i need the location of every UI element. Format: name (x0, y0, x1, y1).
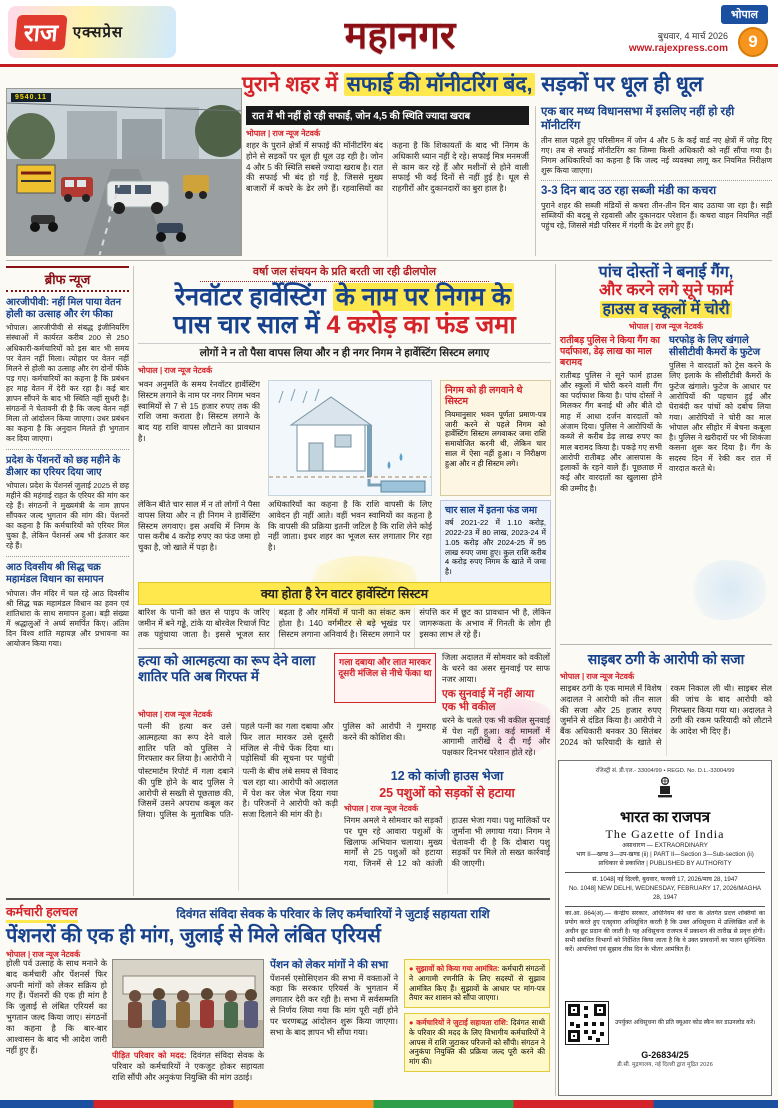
lead-byline: भोपाल | राज न्यूज नेटवर्क (246, 129, 321, 138)
pension-byline: भोपाल | राज न्यूज नेटवर्क (6, 950, 81, 959)
main-story (138, 264, 551, 580)
explainer-box (138, 582, 551, 644)
main-story-col2: लेकिन बीते चार साल में न तो लोगों ने पैसा वापस लिया और न ही निगम ने हार्वेस्टिंग सिस्टम लगवाए। इस अवधि में निगम के पास करीब 4 करोड़ रुपए का फंड जमा हो चुका है, जो खाते में पड़ा है। (138, 500, 260, 553)
qr-graphic (566, 1002, 608, 1044)
murder-story-subbox: गला दबाया और लात मारकर दूसरी मंजिल से नीचे फेंका था (334, 653, 436, 703)
divider (535, 106, 536, 256)
lead-story-main (246, 106, 529, 256)
employee-band-title: दिवंगत संविदा सेवक के परिवार के लिए कर्मचारियों ने जुटाई सहायता राशि (176, 907, 490, 921)
main-headline-l2b: 4 करोड़ का फंड जमा (326, 310, 516, 339)
murder-body1: पत्नी की हत्या कर उसे आत्महत्या का रूप देने वाले शातिर पति को पुलिस ने गिरफ्तार कर लिया है। आरोपी ने पहले पत्नी का गला दबाया और फिर लात मारकर उसे दूसरी मंजिल से नीचे फेंक दिया था। पड़ोसियों की सूचना पर पहुंची पुलिस को आरोपी ने गुमराह करने की कोशिश की। (138, 722, 436, 764)
rainwater-harvesting-illustration (268, 380, 432, 496)
gang-substory1-body: रातीबड़ पुलिस ने सूने फार्म हाउस और स्कूलों में चोरी करने वाली गैंग का पर्दाफाश किया है। पांच दोस्तों ने मिलकर गैंग बनाई थी और बीते दो माह में आधा दर्जन वारदातों को अंजाम दिया। पुलिस ने आरोपियों के कब्जे से करीब डेढ़ लाख रुपए का माल बरामद किया है। पकड़े गए सभी आरोपी रातीबड़ और आसपास के इलाकों के रहने वाले हैं। पूछताछ में कई और वारदातों का खुलासा होने की उम्मीद है। (560, 370, 662, 493)
brief-item-body: भोपाल। जैन मंदिर में चल रहे आठ दिवसीय श्री सिद्ध चक्र महामंडल विधान का हवन एवं शांतिधारा के साथ समापन हुआ। बड़ी संख्या में श्रद्धालुओं ने अर्घ्य समर्पित किए। अंतिम दिन विश्व शांति महायज्ञ और प्रभावना का आयोजन किया गया। (6, 588, 129, 648)
murder-story-headline: हत्या को आत्महत्या का रूप देने वाला शातिर पति अब गिरफ्त में (138, 653, 316, 684)
pension-substory (270, 959, 398, 1097)
divider (541, 180, 772, 181)
brief-item-title: प्रदेश के पेंशनरों को छह महीने के डीआर का एरियर दिया जाए (6, 454, 121, 478)
pension-substory-title: पेंशन को लेकर मांगों ने की सभा (270, 959, 389, 971)
cattle-headline-line2: 25 पशुओं को सड़कों से हटाया (379, 786, 515, 800)
emblem-graphic (655, 776, 675, 800)
website-text: www.rajexpress.com (628, 43, 728, 55)
box1-title: निगम को ही लगवाने थे सिस्टम (445, 385, 523, 408)
section-rule (138, 648, 551, 649)
divider (6, 449, 129, 450)
street-photo-graphic (7, 89, 242, 256)
main-headline-line1 (138, 284, 551, 312)
box2-body: वर्ष 2021-22 में 1.10 करोड़, 2022-23 में 80 लाख, 2023-24 में 1.05 करोड़ और 2024-25 में 95 लाख रुपए जमा हुए। कुल राशि करीब 4 करोड़ रुपए निगम के खाते में जमा है। (445, 518, 546, 577)
lead-headline (242, 70, 772, 102)
hearing-lead: जिला अदालत में सोमवार को वकीलों के धरने का असर सुनवाई पर साफ नजर आया। (442, 653, 550, 684)
page-title: महानगर (344, 15, 456, 57)
meeting-photo (112, 959, 264, 1048)
gazette-registration-line: रजिस्ट्री सं. डी.एल.- 33004/99 • REGD. No. D.L.-33004/99 (595, 768, 735, 774)
gazette-footer-note: डी.सी. मुद्रणालय, नई दिल्ली द्वारा मुद्रित 2026 (617, 1061, 713, 1068)
divider (555, 264, 556, 1096)
col2-text: दिवंगत संविदा सेवक के परिवार को कर्मचारियों ने एकजुट होकर सहायता राशि सौंपी और अनुकंपा नियुक्ति की मांग उठाई। (112, 1051, 265, 1082)
masthead-rule (0, 64, 778, 67)
divider (133, 266, 134, 896)
dateline (629, 30, 728, 56)
gang-substory1-title: रातीबड़ पुलिस ने किया गैंग का पर्दाफाश, डेढ़ लाख का माल बरामद (560, 335, 660, 368)
gazette-body: का.आ. 864(अ).— केन्द्रीय सरकार, अधिनियम की धारा के अंतर्गत प्रदत्त शक्तियों का प्रयोग करते हुए एतद्द्वारा अधिसूचित करती है कि उक्त अधिसूचना में उल्लिखित शर्तों के अधीन छूट प्रदान की जाती है। यह अधिसूचना राजपत्र में प्रकाशन की तारीख से प्रवृत्त होगी। सभी संबंधित विभागों को निर्देशित किया जाता है कि वे उक्त प्रावधानों का पालन सुनिश्चित करें। आपत्तियां एवं सुझाव तीस दिन के भीतर आमंत्रित हैं। (565, 909, 765, 953)
explainer-title: क्या होता है रेन वाटर हार्वेस्टिंग सिस्टम (138, 582, 551, 605)
lead-side-stories (541, 106, 772, 256)
page-number-badge: 9 (738, 27, 768, 57)
main-story-subhead: लोगों ने न तो पैसा वापस लिया और न ही नगर निगम ने हार्वेस्टिंग सिस्टम लगाए (138, 343, 551, 363)
gang-headline-l3: हाउस व स्कूलों में चोरी (600, 301, 733, 318)
pension-substory-body: पेंशनर्स एसोसिएशन की सभा में वक्ताओं ने कहा कि सरकार एरियर्स के भुगतान में लगातार देरी कर रही है। सभा में सर्वसम्मति से निर्णय लिया गया कि मांग पूरी नहीं होने पर चरणबद्ध आंदोलन शुरू किया जाएगा। सभा के बाद ज्ञापन भी सौंपा गया। (270, 973, 398, 1037)
gazette-issue-line-english: No. 1048] NEW DELHI, WEDNESDAY, FEBRUARY 17, 2026/MAGHA 28, 1947 (568, 884, 762, 901)
divider (6, 556, 129, 557)
edition-badge: भोपाल (721, 5, 768, 24)
murder-story-continuation (138, 767, 338, 893)
gang-substory2-body: पुलिस ने वारदातों को ट्रेस करने के लिए इलाके के सीसीटीवी कैमरों के फुटेज खंगाले। फुटेज के आधार पर आरोपियों की पहचान हुई और घेराबंदी कर पांचों को दबोच लिया गया। आरोपियों ने चोरी का माल भोपाल और सीहोर में बेचना कबूला है। पुलिस ने खरीदारों पर भी शिकंजा कसना शुरू कर दिया है। गैंग के सदस्य दिन में रेकी कर रात में वारदात करते थे। (669, 361, 771, 473)
pension-body-col2 (112, 1051, 264, 1097)
note1-title: ● सुझावों को किया गया आमंत्रित: (409, 964, 500, 973)
gazette-qr-row (565, 1001, 765, 1045)
explainer-body: बारिश के पानी को छत से पाइप के जरिए जमीन में बने गड्ढे, टांके या बोरवेल रिचार्ज पिट तक पहुंचाया जाता है। इससे भूजल स्तर बढ़ता है और गर्मियों में पानी का संकट कम होता है। 140 वर्गमीटर से बड़े भूखंड पर सिस्टम लगाना अनिवार्य है। सिस्टम लगाने पर संपत्ति कर में छूट का प्रावधान भी है, लेकिन जागरूकता के अभाव में गिनती के लोग ही इसका लाभ ले रहे हैं। (138, 608, 551, 639)
hearing-story (442, 653, 550, 763)
employee-notes (404, 959, 550, 1097)
brief-item-title: आठ दिवसीय श्री सिद्ध चक्र महामंडल विधान का समापन (6, 562, 104, 586)
brief-news-header: ब्रीफ न्यूज (6, 266, 129, 292)
main-story-col3: अधिकारियों का कहना है कि राशि वापसी के लिए आवेदन ही नहीं आते। वहीं भवन स्वामियों का कहना है कि वापसी की प्रक्रिया इतनी जटिल है कि राशि लेने कोई नहीं जाता। इधर शहर का भूजल स्तर लगातार गिर रहा है। (268, 500, 432, 553)
divider (565, 906, 765, 907)
photo-overlay-badge: 9540.11 (11, 93, 51, 102)
cyber-story (560, 650, 772, 756)
employee-section-label: कर्मचारी हलचल (6, 903, 78, 923)
lead-subhead: रात में भी नहीं हो रही सफाई, जोन 4,5 की स्थिति ज्यादा खराब (246, 106, 529, 125)
section-rule (560, 644, 772, 645)
side-story2-body: पुराने शहर की सब्जी मंडियों से कचरा तीन-तीन दिन बाद उठाया जा रहा है। सड़ी सब्जियों की बदबू से रहवासी और दुकानदार परेशान हैं। कचरा वाहन नियमित नहीं पहुंच रहे, जिससे मंडी परिसर में गंदगी के ढेर लगे हुए हैं। (541, 200, 772, 231)
note1-body: कर्मचारी संगठनों ने आगामी रणनीति के लिए सदस्यों से सुझाव आमंत्रित किए हैं। सुझावों के आधार पर मांग-पत्र तैयार कर शासन को सौंपा जाएगा। (409, 964, 545, 1003)
murder-body2: पोस्टमार्टम रिपोर्ट में गला दबाने की पुष्टि होने के बाद पुलिस ने आरोपी से सख्ती से पूछताछ की, जिसमें उसने अपराध कबूल कर लिया। पुलिस के मुताबिक पति-पत्नी के बीच लंबे समय से विवाद चल रहा था। आरोपी को अदालत में पेश कर जेल भेज दिया गया है। परिजनों ने आरोपी को कड़ी सजा दिलाने की मांग की है। (138, 767, 338, 820)
main-headline-line2 (138, 312, 551, 340)
qr-caption: उपर्युक्त अधिसूचना की प्रति क्यूआर कोड स्कैन कर डाउनलोड करें। (615, 1019, 756, 1026)
national-emblem-icon (565, 776, 765, 805)
section-rule (6, 260, 772, 261)
gazette-title-hindi: भारत का राजपत्र (620, 810, 710, 826)
logo-text-express: एक्सप्रेस (72, 24, 124, 41)
main-headline-l1a: रेनवॉटर हार्वेस्टिंग (174, 283, 333, 311)
pension-body-col1: होली पर्व उत्साह के साथ मनाने के बाद कर्मचारी और पेंशनर्स फिर अपनी मांगों को लेकर सक्रिय हो गए हैं। पेंशनरों की एक ही मांग है कि जुलाई से लंबित एरियर्स का भुगतान जल्द किया जाए। संगठनों का कहना है कि बार-बार आश्वासन के बाद भी आदेश जारी नहीं हुए हैं। (6, 959, 107, 1055)
box2-title: चार साल में इतना फंड जमा (445, 505, 537, 516)
cyber-body: साइबर ठगी के एक मामले में विशेष अदालत ने आरोपी को तीन साल की सजा और 25 हजार रुपए जुर्माने से दंडित किया है। आरोपी ने बैंक अधिकारी बनकर 30 सितंबर 2024 को फरियादी के खाते से रकम निकाल ली थी। साइबर सेल की जांच के बाद आरोपी को गिरफ्तार किया गया था। अदालत ने ठगी की रकम फरियादी को लौटाने के आदेश भी दिए हैं। (560, 684, 772, 748)
gazette-extraordinary-line: असाधारण — EXTRAORDINARY (622, 842, 708, 849)
gang-headline-line3 (560, 301, 772, 319)
cattle-byline: भोपाल | राज न्यूज नेटवर्क (344, 804, 419, 813)
cattle-story (344, 767, 550, 893)
brief-item-body: भोपाल। आरजीपीवी से संबद्ध इंजीनियरिंग संस्थाओं में कार्यरत करीब 200 से 250 अधिकारी-कर्मचारियों को इस बार भी समय पर वेतन नहीं मिला। त्योहार पर वेतन नहीं मिलने से होली का उत्साह और रंग दोनों फीके पड़ गए। कर्मचारियों का कहना है कि प्रबंधन हर माह वेतन में देरी कर रहा है। कई बार ज्ञापन सौंपने के बाद भी स्थिति नहीं सुधरी है। संगठनों ने चेतावनी दी है कि जल्द वेतन नहीं मिला तो आंदोलन किया जाएगा। उधर प्रबंधन का कहना है कि अनुदान मिलते ही भुगतान कर दिया जाएगा। (6, 323, 129, 443)
lead-body: शहर के पुराने क्षेत्रों में सफाई की मॉनीटरिंग बंद होने से सड़कों पर धूल ही धूल उड़ रही है। जोन 4 और 5 की स्थिति सबसे ज्यादा खराब है। रात की सफाई भी बंद हो गई है, जिससे मुख्य बाजारों में कचरे के ढेर लगे हैं। रहवासियों का कहना है कि शिकायतों के बाद भी निगम के अधिकारी ध्यान नहीं दे रहे। सफाई मित्र मनमर्जी से काम कर रहे हैं और मशीनों से होने वाली सफाई भी कई दिनों से नहीं हुई है। धूल से राहगीरों और दुकानदारों का बुरा हाल है। (246, 141, 529, 194)
main-story-row1 (138, 380, 551, 496)
logo-text-raj: राज (14, 15, 67, 50)
side-story2-title: 3-3 दिन बाद उठ रहा सब्जी मंडी का कचरा (541, 185, 717, 198)
gazette-authority-line: प्राधिकार से प्रकाशित | PUBLISHED BY AUTHORITY (598, 859, 732, 867)
divider (565, 872, 765, 873)
gazette-title-english: The Gazette of India (605, 827, 725, 841)
brief-news-column (6, 266, 129, 896)
gang-headline-line2: और करने लगे सूने फार्म (598, 282, 733, 300)
col2-lead-in: पीड़ित परिवार को मदद: (112, 1051, 191, 1060)
lead-headline-part2: सड़कों पर धूल ही धूल (535, 73, 704, 96)
footer-color-strip (0, 1100, 778, 1108)
qr-code (565, 1001, 609, 1045)
cattle-body: निगम अमले ने सोमवार को सड़कों पर घूम रहे आवारा पशुओं के खिलाफ अभियान चलाया। मुख्य मार्गों से 25 पशुओं को हटाया गया, जिनमें से 12 को कांजी हाउस भेजा गया। पशु मालिकों पर जुर्माना भी लगाया गया। निगम ने चेतावनी दी है कि दोबारा पशु सड़कों पर मिले तो सख्त कार्रवाई की जाएगी। (344, 816, 550, 869)
house-illustration-graphic (269, 381, 431, 495)
box1-body: नियमानुसार भवन पूर्णता प्रमाण-पत्र जारी करने से पहले निगम को हार्वेस्टिंग सिस्टम लगवाकर जमा राशि समायोजित करनी थी, लेकिन चार साल में ऐसा नहीं हुआ। न निरीक्षण हुआ और न ही सिस्टम लगे। (445, 409, 546, 468)
main-story-box1 (440, 380, 551, 496)
pension-headline: पेंशनरों की एक ही मांग, जुलाई से मिले लंबित एरियर्स (6, 925, 381, 947)
gang-substories (560, 335, 772, 494)
gang-headline-line1: पांच दोस्तों ने बनाई गैंग, (598, 264, 734, 281)
cyber-headline: साइबर ठगी के आरोपी को सजा (587, 651, 745, 667)
section-rule (6, 898, 550, 900)
lead-headline-part1: पुराने शहर में (242, 73, 344, 96)
main-headline-l1b: के नाम पर निगम के (333, 283, 514, 311)
hearing-body: धरने के चलते एक भी वकील सुनवाई में पेश नहीं हुआ। कई मामलों में आगामी तारीखें दे दी गईं और पक्षकार दिनभर परेशान होते रहे। (442, 715, 550, 758)
note-box (404, 1013, 550, 1072)
gang-byline: भोपाल | राज न्यूज नेटवर्क (628, 322, 704, 332)
gang-substory2 (669, 335, 771, 494)
brief-item-body: भोपाल। प्रदेश के पेंशनर्स जुलाई 2025 से छह महीने की महंगाई राहत के एरियर की मांग कर रहे हैं। संगठनों ने मुख्यमंत्री के नाम ज्ञापन सौंपकर जल्द भुगतान की मांग की। पेंशनरों का कहना है कि कर्मचारियों को एरियर मिल चुका है, लेकिन पेंशनर्स अब भी इंतजार कर रहे हैं। (6, 481, 129, 551)
murder-byline: भोपाल | राज न्यूज नेटवर्क (138, 710, 213, 719)
gazette-notice (558, 760, 772, 1096)
note2-title: ● कर्मचारियों ने जुटाई सहायता राशि: (409, 1018, 508, 1027)
murder-story-body (138, 707, 436, 763)
gang-substory1 (560, 335, 662, 494)
cattle-headline-line1: 12 को कांजी हाउस भेजा (390, 769, 504, 783)
logo (8, 6, 176, 58)
main-headline-l2a: पास चार साल में (173, 310, 327, 339)
masthead (0, 0, 778, 64)
hearing-title: एक सुनवाई में नहीं आया एक भी वकील (442, 688, 535, 714)
note2-body: दिवंगत साथी के परिवार की मदद के लिए विभागीय कर्मचारियों ने आपस में राशि जुटाकर परिजनों को सौंपी। संगठन ने अनुकंपा नियुक्ति की प्रक्रिया जल्द पूरी करने की मांग की। (409, 1018, 545, 1067)
brief-item-title: आरजीपीवी: नहीं मिल पाया वेतन होली का उत्साह और रंग फीका (6, 297, 122, 321)
cyber-byline: भोपाल | राज न्यूज नेटवर्क (560, 672, 635, 681)
side-story1-title: एक बार मध्य विधानसभा में इसलिए नहीं हो रही मॉनीटरिंग (541, 106, 735, 132)
lead-headline-highlight: सफाई की मॉनीटरिंग बंद, (344, 73, 536, 96)
side-story1-body: तीन साल पहले हुए परिसीमन में जोन 4 और 5 के कई वार्ड नए क्षेत्रों में जोड़ दिए गए। तब से सफाई मॉनीटरिंग का जिम्मा किसी अधिकारी को नहीं सौंपा गया है। निगम अधिकारियों का कहना है कि जल्द नई व्यवस्था लागू कर नियमित निरीक्षण शुरू किया जाएगा। (541, 135, 772, 175)
main-story-col1: भवन अनुमति के समय रेनवॉटर हार्वेस्टिंग सिस्टम लगाने के नाम पर नगर निगम भवन स्वामियों से 7 से 15 हजार रुपए तक की राशि जमा कराता है। सिस्टम लगाने के बाद यह राशि वापस लौटाने का प्रावधान है। (138, 380, 260, 444)
gazette-issue-line-hindi: सं. 1048] नई दिल्ली, बुधवार, फरवरी 17, 2026/माघ 28, 1947 (592, 875, 738, 883)
main-story-byline: भोपाल | राज न्यूज नेटवर्क (138, 366, 213, 375)
gang-substory2-title: घरफोड़ के लिए खंगाले सीसीटीवी कैमरों के फुटेज (669, 335, 761, 359)
gazette-code: G-26834/25 (641, 1049, 689, 1060)
gazette-part-line: भाग II—खण्ड 3—उप-खण्ड (ii) | PART II—Section 3—Sub-section (ii) (576, 850, 754, 858)
meeting-photo-graphic (113, 960, 264, 1048)
note-box (404, 959, 550, 1008)
main-story-kicker: वर्षा जल संचयन के प्रति बरती जा रही ढीलपोल (200, 264, 489, 282)
lead-photo (6, 88, 242, 256)
date-text: बुधवार, 4 मार्च 2026 (657, 31, 728, 41)
gang-story (560, 264, 772, 640)
